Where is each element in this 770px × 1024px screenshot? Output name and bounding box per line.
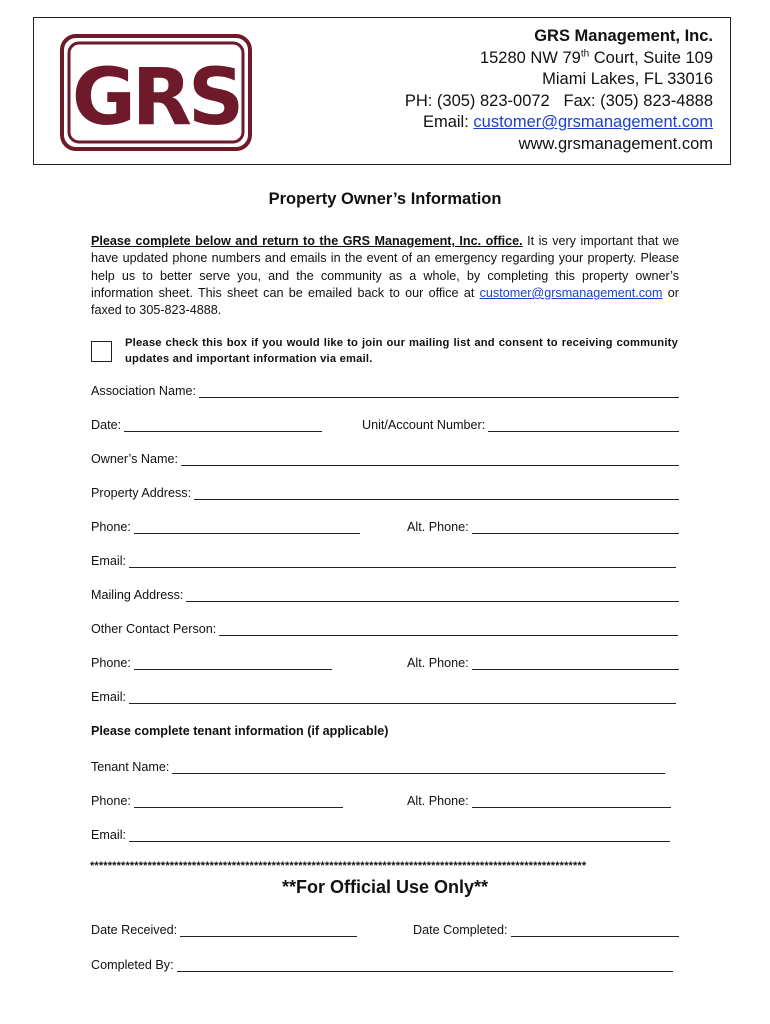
date-completed-label: Date Completed: — [413, 923, 508, 937]
tenant-alt-phone-line[interactable] — [472, 794, 671, 808]
date-field[interactable] — [91, 418, 322, 432]
tenant-alt-phone-label: Alt. Phone: — [407, 794, 469, 808]
property-address-row — [91, 486, 679, 504]
mailing-address-line[interactable] — [186, 588, 679, 602]
owner-email-line[interactable] — [129, 554, 676, 568]
other-contact-line[interactable] — [219, 622, 678, 636]
completed-by-label: Completed By: — [91, 958, 174, 972]
owner-alt-phone-label: Alt. Phone: — [407, 520, 469, 534]
other-contact-field[interactable] — [91, 622, 678, 636]
unit-account-line[interactable] — [488, 418, 679, 432]
date-completed-field[interactable] — [413, 923, 679, 937]
contact-email-row — [91, 690, 679, 708]
date-line[interactable] — [124, 418, 322, 432]
intro-email-link[interactable]: customer@grsmanagement.com — [479, 285, 663, 300]
date-received-field[interactable] — [91, 923, 357, 937]
tenant-name-row — [91, 760, 679, 778]
date-label: Date: — [91, 418, 122, 432]
tenant-phone-field[interactable] — [91, 794, 343, 808]
contact-phone-label: Phone: — [91, 656, 131, 670]
company-address-line1: 15280 NW 79th Court, Suite 109 — [479, 48, 713, 67]
date-received-line[interactable] — [180, 923, 357, 937]
property-address-line[interactable] — [194, 486, 679, 500]
tenant-phone-line[interactable] — [134, 794, 343, 808]
association-name-field[interactable] — [91, 384, 679, 398]
intro-tail: or faxed to 305-823-4888. — [91, 285, 679, 318]
owner-alt-phone-field[interactable] — [407, 520, 679, 534]
intro-body: It is very important that we have updated phone numbers and emails in the event of an emergency regarding your property. Please help us to better serve you, and the community as a whole, by completing this property owner’s information sheet. This sheet can be emailed back to our office at — [91, 234, 679, 300]
mailing-address-field[interactable] — [91, 588, 679, 602]
company-info — [405, 26, 713, 155]
letterhead-box — [33, 17, 731, 165]
intro-lead: Please complete below and return to the GRS Management, Inc. office. — [91, 234, 523, 248]
contact-alt-phone-field[interactable] — [407, 656, 679, 670]
mailing-address-label: Mailing Address: — [91, 588, 184, 602]
tenant-email-line[interactable] — [129, 828, 670, 842]
contact-phone-line[interactable] — [134, 656, 332, 670]
owner-phone-line[interactable] — [134, 520, 360, 534]
tenant-alt-phone-field[interactable] — [407, 794, 671, 808]
association-name-line[interactable] — [199, 384, 679, 398]
date-unit-row — [91, 418, 679, 436]
other-contact-label: Other Contact Person: — [91, 622, 217, 636]
owners-name-line[interactable] — [181, 452, 679, 466]
tenant-name-line[interactable] — [172, 760, 665, 774]
tenant-section-heading: Please complete tenant information (if applicable) — [91, 724, 389, 738]
tenant-phone-label: Phone: — [91, 794, 131, 808]
contact-alt-phone-line[interactable] — [472, 656, 679, 670]
other-contact-row — [91, 622, 679, 640]
tenant-name-field[interactable] — [91, 760, 665, 774]
company-address-line2: Miami Lakes, FL 33016 — [542, 70, 713, 88]
tenant-name-label: Tenant Name: — [91, 760, 170, 774]
contact-email-line[interactable] — [129, 690, 676, 704]
owner-phone-field[interactable] — [91, 520, 360, 534]
company-phone-fax: PH: (305) 823-0072 Fax: (305) 823-4888 — [404, 91, 713, 110]
official-use-heading: **For Official Use Only** — [281, 877, 489, 897]
contact-email-label: Email: — [91, 690, 126, 704]
tenant-phone-row — [91, 794, 679, 812]
unit-account-field[interactable] — [362, 418, 679, 432]
company-website: www.grsmanagement.com — [518, 134, 713, 153]
company-email-link[interactable]: customer@grsmanagement.com — [473, 113, 713, 131]
completed-by-line[interactable] — [177, 958, 673, 972]
unit-account-label: Unit/Account Number: — [362, 418, 486, 432]
form-title: Property Owner’s Information — [268, 190, 502, 208]
property-address-field[interactable] — [91, 486, 679, 500]
intro-paragraph — [91, 233, 679, 319]
completed-by-row — [91, 958, 679, 976]
owner-phone-row — [91, 520, 679, 538]
tenant-email-field[interactable] — [91, 828, 670, 842]
company-name: GRS Management, Inc. — [534, 27, 713, 45]
grs-logo — [60, 34, 252, 151]
contact-alt-phone-label: Alt. Phone: — [407, 656, 469, 670]
mailing-address-row — [91, 588, 679, 606]
owners-name-label: Owner’s Name: — [91, 452, 179, 466]
owner-email-row — [91, 554, 679, 572]
owner-phone-label: Phone: — [91, 520, 131, 534]
tenant-email-label: Email: — [91, 828, 126, 842]
date-completed-line[interactable] — [511, 923, 679, 937]
property-address-label: Property Address: — [91, 486, 192, 500]
contact-email-field[interactable] — [91, 690, 676, 704]
separator-stars: **************************************************************************************************************** — [90, 860, 587, 872]
contact-phone-row — [91, 656, 679, 674]
association-name-row — [91, 384, 679, 402]
contact-phone-field[interactable] — [91, 656, 332, 670]
tenant-email-row — [91, 828, 679, 846]
mailing-list-consent-text: Please check this box if you would like to join our mailing list and consent to receiving community updates and important information via email. — [125, 337, 678, 365]
logo-lettering: GRS — [71, 53, 241, 143]
completed-by-field[interactable] — [91, 958, 673, 972]
owners-name-row — [91, 452, 679, 470]
owner-email-label: Email: — [91, 554, 126, 568]
owner-alt-phone-line[interactable] — [472, 520, 679, 534]
official-dates-row — [91, 923, 679, 941]
company-email-line: Email: customer@grsmanagement.com — [422, 113, 713, 131]
date-received-label: Date Received: — [91, 923, 178, 937]
owner-email-field[interactable] — [91, 554, 676, 568]
mailing-list-checkbox[interactable] — [91, 341, 112, 362]
association-name-label: Association Name: — [91, 384, 196, 398]
owners-name-field[interactable] — [91, 452, 679, 466]
